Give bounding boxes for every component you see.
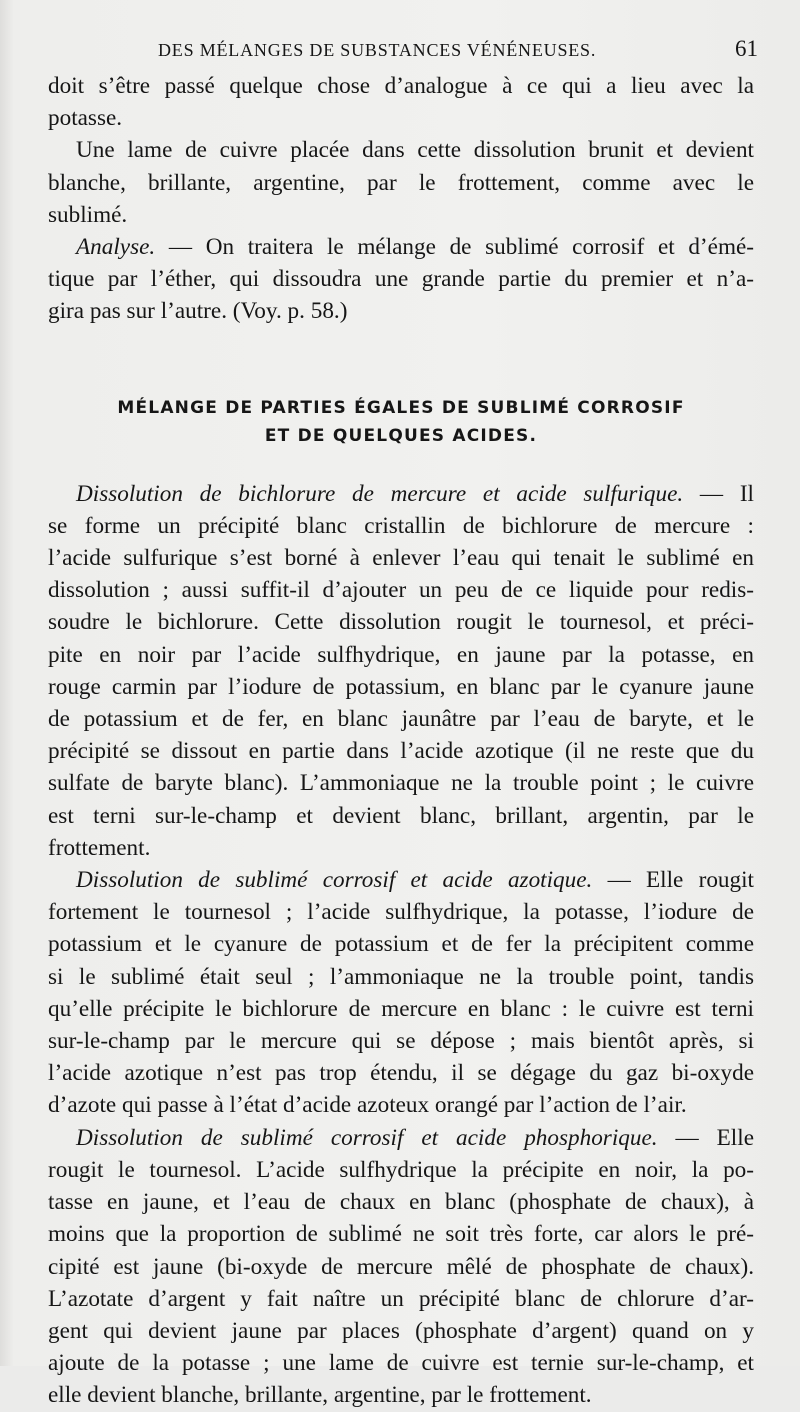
text-line: ajoute de la potasse ; une lame de cuivre est ternie sur-le-champ, et	[48, 1350, 754, 1377]
text-line: de potassium et de fer, en blanc jaunâtre par l’eau de baryte, et le	[48, 706, 754, 733]
copper-paragraph	[48, 134, 754, 231]
text-line: frottement.	[48, 834, 151, 861]
text-line: potasse.	[48, 105, 123, 132]
body-text	[48, 70, 754, 1412]
text-line: qu’elle précipite le bichlorure de mercure en blanc : le cuivre est terni	[48, 995, 754, 1022]
line-text: — On traitera le mélange de sublimé corrosif et d’émé-	[155, 234, 754, 261]
text-line: doit s’être passé quelque chose d’analogue à ce qui a lieu avec la	[48, 73, 754, 99]
nitric-paragraph	[48, 864, 754, 1122]
text-line: tasse en jaune, et l’eau de chaux en blanc (phosphate de chaux), à	[48, 1189, 754, 1216]
text-line: tique par l’éther, qui dissoudra une grande partie du premier et n’a-	[48, 266, 754, 293]
text-line: précipité se dissout en partie dans l’acide azotique (il ne reste que du	[48, 738, 754, 765]
analyse-paragraph	[48, 231, 754, 328]
text-line: cipité est jaune (bi-oxyde de mercure mêlé de phosphate de chaux).	[48, 1253, 754, 1280]
page-number: 61	[735, 36, 758, 61]
sulfuric-paragraph	[48, 478, 754, 864]
text-line: si le sublimé était seul ; l’ammoniaque ne la trouble point, tandis	[48, 963, 754, 990]
sulfuric-label: Dissolution de bichlorure de mercure et acide sulfurique.	[76, 480, 684, 507]
text-line: elle devient blanche, brillante, argentine, par le frottement.	[48, 1382, 592, 1409]
text-line: blanche, brillante, argentine, par le frottement, comme avec le	[48, 169, 754, 196]
text-line: rouge carmin par l’iodure de potassium, en blanc par le cyanure jaune	[48, 673, 754, 700]
text-line: potassium et le cyanure de potassium et de fer la précipitent comme	[48, 931, 754, 958]
analyse-label: Analyse.	[76, 234, 156, 261]
section-title-line-1: MÉLANGE DE PARTIES ÉGALES DE SUBLIMÉ CORROSIF	[117, 397, 685, 418]
text-line: dissolution ; aussi suffit-il d’ajouter un peu de ce liquide pour redis-	[48, 577, 754, 604]
text-line: gira pas sur l’autre. (Voy. p. 58.)	[48, 298, 348, 325]
text-line	[48, 1122, 754, 1154]
text-line: sulfate de baryte blanc). L’ammoniaque ne la trouble point ; le cuivre	[48, 770, 754, 797]
text-line: moins que la proportion de sublimé ne soit très forte, car alors le pré-	[48, 1221, 754, 1248]
text-line	[48, 864, 754, 896]
text-line: l’acide azotique n’est pas trop étendu, il se dégage du gaz bi-oxyde	[48, 1060, 754, 1087]
nitric-label: Dissolution de sublimé corrosif et acide azotique.	[76, 867, 593, 894]
section-title-line-2: ET DE QUELQUES ACIDES.	[264, 425, 538, 446]
intro-paragraph	[48, 70, 754, 134]
text-line: L’azotate d’argent y fait naître un précipité blanc de chlorure d’ar-	[48, 1285, 754, 1312]
text-line: l’acide sulfurique s’est borné à enlever l’eau qui tenait le sublimé en	[48, 545, 754, 572]
text-line: pite en noir par l’acide sulfhydrique, en jaune par la potasse, en	[48, 641, 754, 668]
line-text: — Elle	[657, 1124, 754, 1151]
text-line: fortement le tournesol ; l’acide sulfhydrique, la potasse, l’iodure de	[48, 899, 754, 926]
phosphoric-paragraph	[48, 1122, 754, 1412]
text-line	[48, 231, 754, 263]
text-line	[48, 478, 754, 510]
text-line: sublimé.	[48, 201, 128, 228]
running-head	[48, 36, 768, 66]
section-title	[48, 394, 754, 450]
text-line: sur-le-champ par le mercure qui se dépose ; mais bientôt après, si	[48, 1028, 754, 1055]
text-line: soudre le bichlorure. Cette dissolution rougit le tournesol, et préci-	[48, 609, 754, 636]
text-line: rougit le tournesol. L’acide sulfhydrique la précipite en noir, la po-	[48, 1156, 754, 1183]
text-line: se forme un précipité blanc cristallin de bichlorure de mercure :	[48, 512, 754, 539]
text-line: Une lame de cuivre placée dans cette dissolution brunit et devient	[76, 137, 754, 164]
running-title: DES MÉLANGES DE SUBSTANCES VÉNÉNEUSES.	[158, 40, 597, 60]
text-line: gent qui devient jaune par places (phosphate d’argent) quand on y	[48, 1317, 754, 1344]
phosphoric-label: Dissolution de sublimé corrosif et acide phosphorique.	[76, 1124, 658, 1151]
line-text: — Elle rougit	[592, 867, 754, 894]
text-line: d’azote qui passe à l’état d’acide azoteux orangé par l’action de l’air.	[48, 1092, 687, 1119]
line-text: — Il	[683, 480, 755, 507]
text-line: est terni sur-le-champ et devient blanc, brillant, argentin, par le	[48, 802, 754, 829]
